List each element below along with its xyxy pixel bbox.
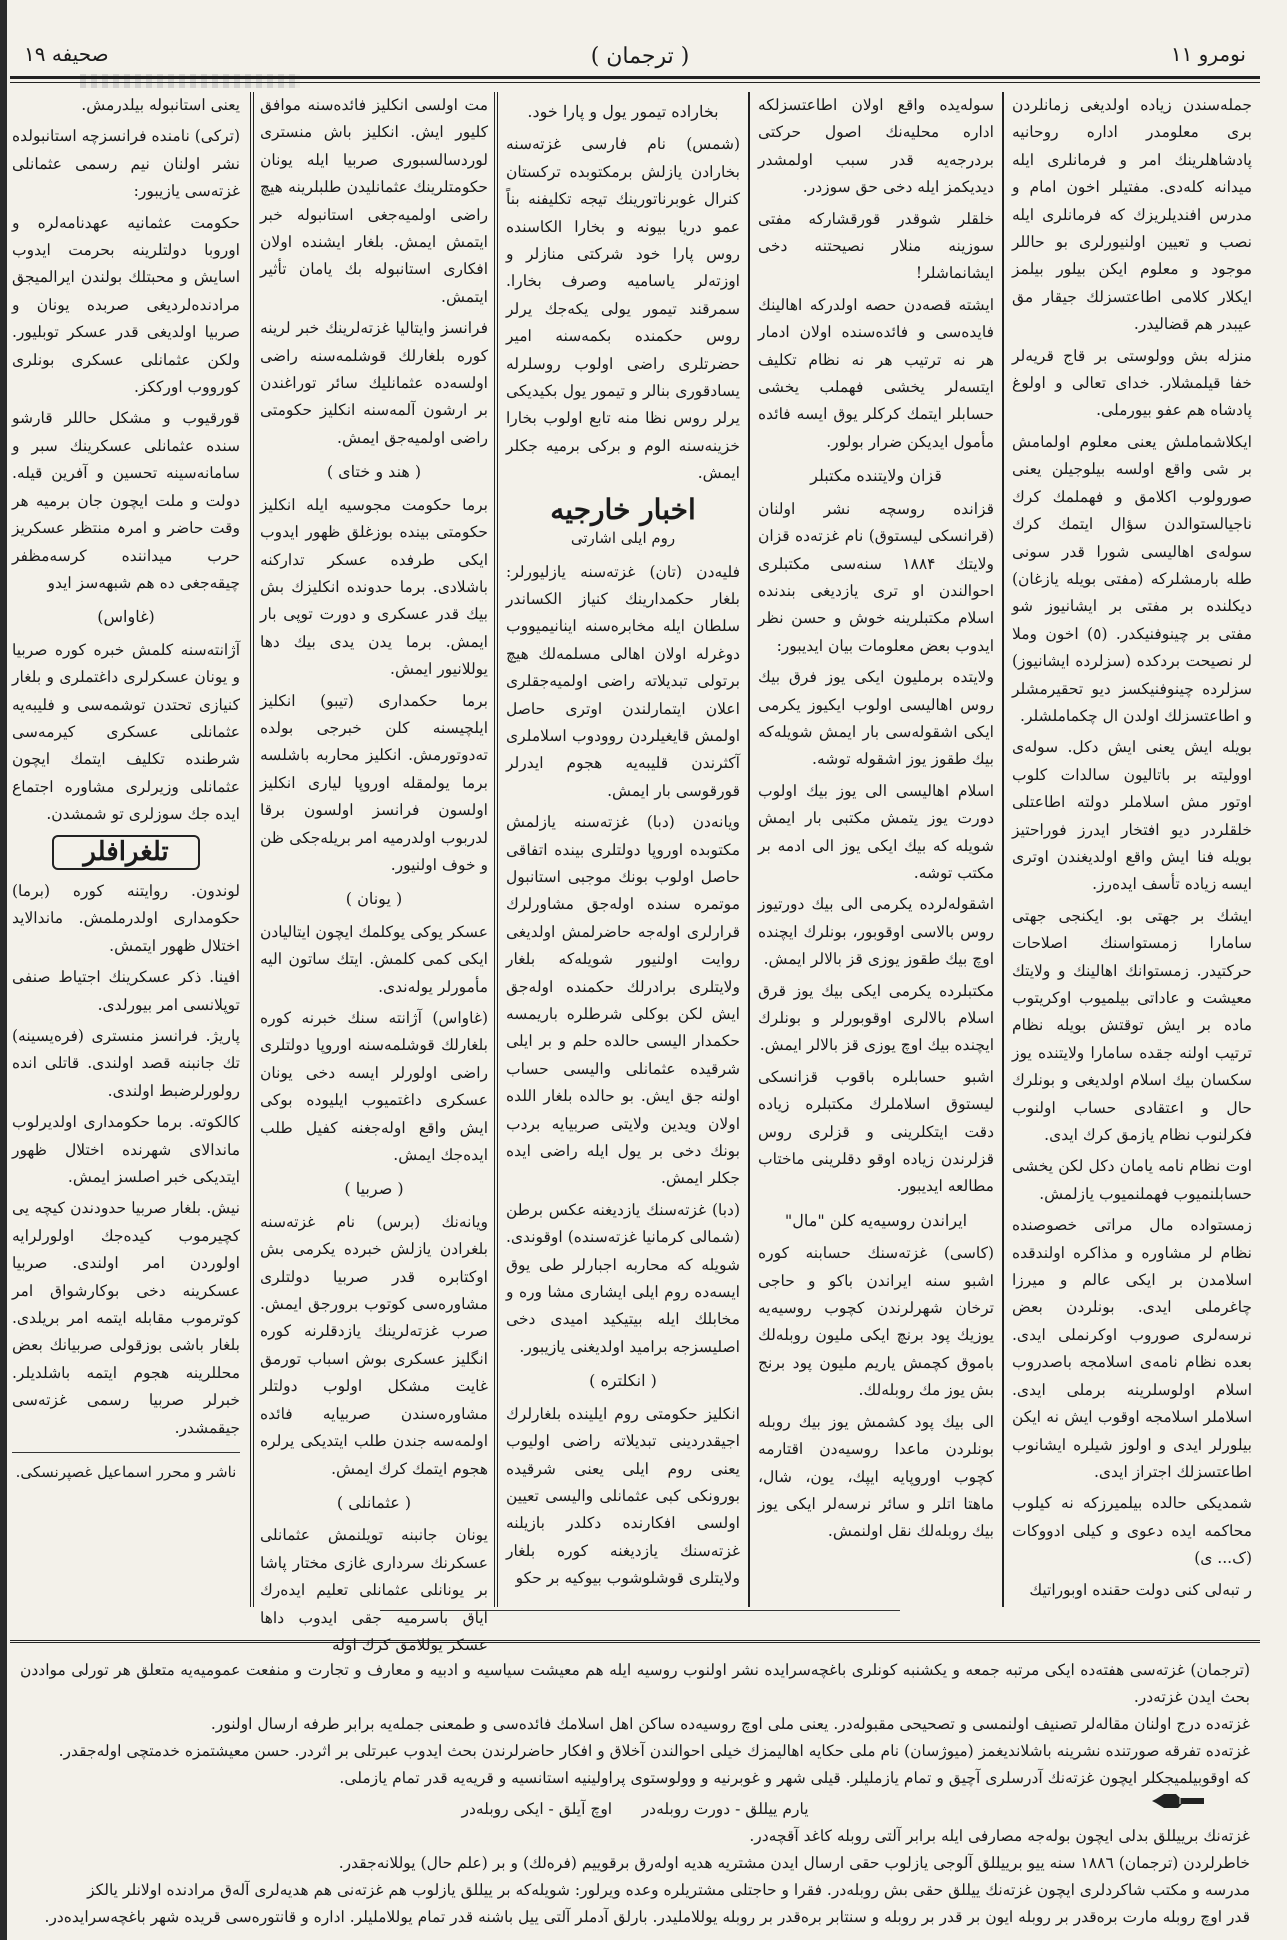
price-quarter: اوچ آیلق - ایکی روبلەدر <box>461 1800 613 1818</box>
article-columns <box>10 92 1260 1654</box>
column-paragraph: اشبو حسابلرە باقوب قزانسکی لیستوق اسلاملرك مکتبلرە زیادە دقت ایتکلرینی و قزلری روس قزلرندن زیادە اوقو دقلرینی ماختاب مطالعە ایدیبور. <box>758 1067 994 1196</box>
section-subheading: روم ایلی اشارتی <box>570 529 676 548</box>
column-paragraph: (کاسی) غزتەسنك حسابنە کورە اشبو سنە ایراندن باکو و حاجی ترخان شهرلرندن کچوب روسیەیە یوزیك پود برنچ ایکی ملیون روبلەلك باموق کچمش یاریم ملیون پود برنج بش یوز مك روبلەلك. <box>758 1244 994 1400</box>
section-heading: بخارادە تیمور یول و پارا خود. <box>527 102 719 121</box>
column-paragraph: ایشتە قصەدن حصە اولدرکە اهالینك فایدەسی و فائدەسندە اولان ادمار هر نە ترتیب هر نە نظام تکلیف ایتسەلر یخشی فهملب یخشی حسابلر ایتمك کرکلر یوق ایسە فائدە مأمول ایدیکن ضرار بولور. <box>758 295 994 451</box>
column-paragraph: منزلە بش وولوستی بر قاج قریەلر خفا قیلمشلار. خدای تعالی و اولوغ پادشاه هم عفو بیورملی. <box>1012 346 1252 420</box>
column-paragraph: پاریژ. فرانسز منستری (فرەیسینە) تك جانبنە قصد اولندی. قاتلی اندە رولورلرضبط اولندی. <box>12 1027 240 1100</box>
column-paragraph: مت اولسی انکلیز فائدەسنە موافق کلیور ایش. انکلیز باش منستری لوردسالسبوری صربیا ایلە یونان حکومتلرینك عثمانلیدن طلبلرینە هیچ راضی اولمیەجغی استانبولە خبر ایتمش ایمش. بلغار ایشندە اولان افکاری استانبولە بك یامان تأثیر ایتمش. <box>260 96 488 306</box>
publisher-signature: ناشر و محرر اسماعیل غصپرنسکی. <box>12 1452 240 1486</box>
column-paragraph: ولایتدە برملیون ایکی یوز فرق بیك روس اهالیسی اولوب ایکیوز یکرمی ایکی اشقولەسی بار ایمش شویلەکە بیك طقوز یوز اشقولە توشە. <box>758 668 994 769</box>
price-half-year: یارم ییللق - دورت روبلەدر <box>641 1800 809 1818</box>
column-paragraph: بویلە ایش یعنی ایش دکل. سولەی اوولیتە بر باتالیون سالدات کلوب اوتور مش اسلاملر دولتە اطاعتلی خلقلردر دیو افتخار ایدرز فوراحتیز بویلە فنا ایش واقع اولدیغندن اوتری ایسە زیادە تأسف ایدەرز. <box>1012 738 1252 894</box>
column-paragraph: اشقولەلردە یکرمی الی بیك دورتیوز روس بالاسی اوقوبور، بونلرك ایچندە اوچ بیك طقوز یوزی قز بالالر ایمش. <box>758 895 994 969</box>
column-paragraph: عسکر یوکی یوکلمك ایچون ایتالیادن ایکی کمی کلمش. ایتك ساتون الیە مأمورلر یولەندی. <box>260 922 488 996</box>
column-paragraph: افینا. ذکر عسکرینك اجتیاط صنفی توپلانسی امر بیورلدی. <box>12 968 240 1014</box>
section-heading: ( عثمانلی ) <box>336 1492 412 1512</box>
footer-paragraph: غزتەدە تفرقە صورتندە نشرینە باشلاندیغمز (میوژسان) نام ملی حکایە اهالیمزك خیلی احوالندن آخلاق و افکار حاضرلرندن بحث ایدوب عبرتلی بر اثردر. حسن معیشتمزە خدمتچی اولەجقدر. <box>58 1742 1250 1760</box>
footer-paragraph: (ترجمان) غزتەسی هفتەدە ایکی مرتبە جمعە و یکشنبە کونلری باغچەسرایدە نشر اولنوب روسیە ایلە هم معیشت سیاسیە و ادبیە و معارف و تجارت و منفعت عمومیەیە متعلق هر تورلی مواددن بحث ایدن غزتەدر. <box>20 1661 1250 1706</box>
column-paragraph: ویانەدن (دبا) غزتەسنە یازلمش مکتوبدە اوروپا دولتلری بیندە اتفاقی حاصل اولوب بونك موجبی استانبول موتمرە سندە اولەجق مشاورلرك قرارلری اولەجە حاضرلمش اولدیغی روایت اولنیور شویلەکە بلغار ولایتلری برادرلك حکمندە اولەجق ایش لکن بوکلی شرطلرە باریمسە حکمدار الیسی حالدە حلم و بر ایلی شرقیدە عثمانلی والیسی حساب اولنە جق ایش. بو حالدە بلغار اللدە اولان ویدین ولایتی صربیایە بردب بونك دخی بر یول ایلە راضی ایدە جکلر ایمش. <box>506 813 740 1188</box>
column-divider <box>748 92 750 1607</box>
column-paragraph: (دبا) غزتەسنك یازدیغنە عکس برطن (شمالی کرمانیا غزتەسندە) اوقوندی. شویلە کە محاربە اجبارلر طی یوق ایسەدە روم ایلی ایشاری مشا ورە و مخابلك ایلە بیتیکید امیدی دخی اصلیسزجە برامید اولدیغنی یازیبور. <box>506 1200 740 1356</box>
column-paragraph: خلقلر شوقدر قورقشارکە مفتی سوزینە منلار نصیحتنە دخی ایشانماشلر! <box>758 209 994 283</box>
column-2 <box>758 92 994 1607</box>
column-paragraph: یونان جانبنە تویلنمش عثمانلی عسکرنك سرداری غازی مختار پاشا بر یونانلی عثمانلی تعلیم ایدەرك ایاق باسرمیە جقی ایدوب داها عسکر یوللامق کرك اوله <box>260 1526 488 1654</box>
column-paragraph: جملەسندن زیادە اولدیغی زمانلردن بری معلومدر ادارە روحانیە پادشاهلرینك امر و فرمانلری ایلە میدانە کلەدی. مفتیلر اخون امام و مدرس افندیلریزك کە فرمانلری ایلە نصب و تعیین اولنیورلری بو حاللر موجود و معلوم ایکن بیلور بیلمز ایکلار کلامی اطاعتسزلك جیقار مق عیبدر هم قضالیدر. <box>1012 96 1252 334</box>
section-heading: ( هند و ختای ) <box>326 462 422 482</box>
section-heading: (غاواس) <box>97 607 155 627</box>
section-heading: ( انکلترە ) <box>589 1371 657 1391</box>
column-paragraph: یعنی استانبولە بیلدرمش. <box>81 96 240 114</box>
section-heading: ( یونان ) <box>345 889 403 909</box>
footer-paragraph: کە اوقوبیلمیجکلر ایچون غزتەنك آدرسلری آچیق و تمام یازملیلر. قیلی شهر و غوبرنیە و وولوستوی پراولینیە استانسیە و قریەیە قدر تمام یازملی. <box>339 1769 1250 1787</box>
column-paragraph: الی بیك پود کشمش یوز بیك روبلە بونلردن ماعدا روسیەدن اقتارمە کچوب اوروپایە ایپك، یون، شال، ماهتا اتلر و سائر نرسەلر ایکی یوز بیك روبلەلك نقل اولنمش. <box>758 1412 994 1541</box>
column-paragraph: (غاواس) آژانتە سنك خبرنە کورە بلغارلك قوشلمەسنە اوروپا دولتلری راضی اولورلر ایسە دخی یونان عسکری داغتمیوب ایلیودە بوکی ایش واقع اولەجغنە کفیل طلب ایدەجك ایمش. <box>260 1009 488 1165</box>
newspaper-title: ( ترجمان ) <box>590 44 690 69</box>
column-paragraph: اوت نظام نامە یامان دکل لکن یخشی حسابلنمیوب فهملنمیوب یازلمش. <box>1012 1157 1252 1203</box>
telegrams-heading: تلغرافلر <box>52 835 200 870</box>
column-paragraph: نیش. بلغار صربیا حدودندن کیچە یی کچیرموب کیدەجك اولورلرایە اولوردن امر اولندی. صربیا عسکرینە دخی بوکارشواق امر کوترموب مقابلە ایتمە امر بریلدی. بلغار باشی بوزقولی صربیانك بعض محللرینە هجوم ایتمە باشلدیلر. خبرلر صربیا رسمی غزتەسی جیقمشدر. <box>12 1199 240 1437</box>
section-heading: ایراندن روسیەیە کلن "مال" <box>784 1210 968 1230</box>
column-paragraph: برما حکومت مجوسیە ایلە انکلیز حکومتی بیندە بوزغلق ظهور ایدوب ایکی طرفدە عسکر تدارکنە باشلادی. برما حدوندە انکلیزك بش بیك قدر عسکری و دورت توپی بار ایمش. برما یدن یدی بیك دها یوللانیور ایمش. <box>260 495 488 679</box>
column-paragraph: آژانتەسنە کلمش خبرە کورە صربیا و یونان عسکرلری داغتملری و بلغار کنیازی تحتدن توشمەسی و فلیبەیە عثمانلی عسکری کیرمەسی شرطندە تکلیف ایتمك ایچون عثمانلی وزیرلری مشاورە اجتماع ایدە جك سوزلری تو شمشدن. <box>12 640 240 824</box>
section-heading: ( صربیا ) <box>344 1179 404 1199</box>
column-divider <box>494 92 498 1607</box>
column-paragraph: حکومت عثمانیە عهدنامەلرە و اوروبا دولتلرینە بحرمت ایدوب اسایش و محبتلك بولندن ایرالمیجق مرادندەلردیغی صربدە یونان و صربیا اولدیغی قدر عسکر توبلیور. ولکن عثمانلی عسکری بونلری کورووب اورککز. <box>12 213 240 397</box>
column-3 <box>506 92 740 1607</box>
column-paragraph: فلیەدن (تان) غزتەسنە یازلیورلر: بلغار حکمدارینك کنیاز الکساندر سلطان ایلە مخابرەسنە اینانیمیووب دوغرلە اولان اهالی مسلمەلك هیچ برتولی تبدیلاتە راضی اولمیەجقلری اعلان ایتمارلندن اوتری حاصل اولمش قایغیلردن روودوب اسلاملری آکثرندن قلیبەیە هجوم ایدرلر قورقوسی بار ایمش. <box>506 562 740 800</box>
column-end-rule <box>380 1610 900 1611</box>
footer-text <box>20 1657 1250 1931</box>
column-5 <box>12 92 240 1607</box>
price-line <box>20 1796 1250 1823</box>
column-paragraph: لوندون. روایتنە کورە (برما) حکومداری اولدرملمش. ماندالاید اختلال ظهور ایتمش. <box>12 881 240 955</box>
column-paragraph: (ترکی) نامندە فرانسزچە استانبولدە نشر اولنان نیم رسمی عثمانلی غزتەسی یازیبور: <box>12 127 240 201</box>
column-paragraph: مکتبلردە یکرمی ایکی بیك یوز قرق اسلام بالالری اوقوبورلر و بونلرك ایچندە بیك اوچ یوزی قز بالالر ایمش. <box>758 981 994 1055</box>
column-paragraph: شمدیکی حالدە بیلمیرزکە نە کیلوب محاکمە ایدە دعوی و کیلی ادووکات (ک... ی) <box>1012 1494 1252 1568</box>
masthead-rule <box>10 76 1260 79</box>
column-paragraph: قورقیوب و مشکل حاللر قارشو سندە عثمانلی عسکرینك سبر و سامانەسینە تحسین و آفرین قیلە. دولت و ملت ایچون جان برمیە هر وقت حاضر و امرہ منتظر عسکریز حرب میدانندە کرسەمظفر چیقەجغی ده هم شبهەسز ایدو <box>12 409 240 592</box>
column-divider <box>1002 92 1004 1607</box>
column-paragraph: ایکلاشماملش یعنی معلوم اولمامش بر شی واقع اولسە بیلوجیلن یعنی صورولوب اکلامق و فهملمك کرك ناجیالستوالدن سؤال ایتمك کرك سولەی اهالیسی شورا قدر سونی طلە بارمشلرکە (مفتی بویلە یازغان) دیکلندە بر مفتی بر ایشانیوز شو مفتی بر چینوفنیکدر. (٥) اخون وملا لر نصیحت بردکدە (سزلردە ایشانیوز) سزلردە چینوفنیکسز دیو تحقیرمشلر و اطاعتسزلك اولدن ال چکماملشلر. <box>1012 432 1253 725</box>
column-paragraph: ر تبەلی کنی دولت حقندە اوبوراتیك <box>1029 1580 1252 1599</box>
masthead <box>10 40 1260 80</box>
column-paragraph: زمستوادە مال مراتی خصوصندە نظام لر مشاورە و مذاکرە اولندقدە اسلامدن بر ایکی عالم و میرزا چاغرملی ایدی. بونلردن بعض نرسەلری صوروب اوکرنملی ایدی. بعدە نظام نامەی اسلامجە باصدروب اسلام اولوسلرینە برملی ایدی. اسلاملر اسلامجە اوقوب ایش نە ایکن بیلورلر ایدی و اولوز شیلرە ایشانوب اطاعتسزلك اجتراز ایدی. <box>1012 1216 1252 1481</box>
column-paragraph: برما حکمداری (تیبو) انکلیز ایلچیسنە کلن خبرجی بولدە تەدوتورمش. انکلیز محاربە باشلسە برما یولمقلە اوروپا لیاری انکلیز اولسون فرانسز اولسون برقا لدربوب اولدرمیە امر بریلەجکی ظن و خوف اولنیور. <box>260 691 488 874</box>
section-heading: قزان ولایتندە مکتبلر <box>810 466 942 486</box>
column-paragraph: ایشك بر جهتی بو. ایکنجی جهتی سامارا زمستواسنك اصلاحات حرکتیدر. زمستوانك اهالینك و ولایتك معیشت و عاداتی بیلمیوب اوکریتوب ماده بر ایش توقتش بویلە نظام ترتیب اولنە جقدە سامارا ولایتندە یوز سکسان بیك اسلام اولدیغی و بونلرك حال و اعتقادی حساب اولنوب فکرلنوب نظام یازمق کرك ایدی. <box>1012 906 1252 1145</box>
pointing-hand-icon <box>1150 1790 1206 1812</box>
foreign-news-banner: اخبار خارجیە <box>550 492 696 526</box>
column-divider <box>250 92 254 1607</box>
column-1 <box>1012 92 1252 1607</box>
masthead-rule-thin <box>10 82 1260 83</box>
column-paragraph: فرانسز وایتالیا غزتەلرینك خبر لرینە کورە بلغارلك قوشلمەسنە راضی اولسەدە عثمانلیك سائر توراغندن بر ارشون آلمەسنە انکلیز حکومتی راضی اولمیەجق ایمش. <box>260 319 488 447</box>
column-paragraph: (شمس) نام فارسی غزتەسنە بخارادن یازلش برمکتوبدە ترکستان کنرال غوبرناتورینك تیجە تکلیفنە بناً عمو دریا بیونە و بخارا الکاسندە روس پارا خود شرکتی منازلر و اوزتەلر یاسامیە وصرف بخارا. سمرقند تیمور یولی یکەجك یرلر روس حکمندە بکمەسنە امیر حضرتلری راضی اولوب روسلرلە یسادقوری بنالر و تیمور یول بکیدیکی یرلر روس نظا منە تابع اولوب بخارا خزینەسنە الوم و برکی برمیە جکلر ایمش. <box>506 135 740 483</box>
footer-notice: خاطرلردن (ترجمان) ۱۸۸٦ سنە ییو برییللق آلوجی یازلوب حقی ارسال ایدن مشتریە هدیە اولەرق برقوییم (فرەلك) و بر (علم حال) یوللانەجقدر. <box>338 1854 1250 1872</box>
page-number: صحیفه ۱۹ <box>24 42 109 66</box>
footer-notice: مدرسە و مکتب شاکردلری ایچون غزتەنك ییللق حقی بش روبلەدر. فقرا و حاجتلی مشتریلرە وعدە ویرلور: شویلەکە بر ییللق یازلوب هم غزتەنی هم هدیەلری آلەق مرادندە اولانلر یالکز <box>87 1881 1250 1899</box>
column-paragraph: ویانەنك (برس) نام غزتەسنە بلغرادن یازلش خبردە یکرمی بش اوکتابرە قدر صربیا دولتلری مشاورەسی کوتوب برورجق ایمش. صرب غزتەلرینك یازدقلرنە کورە انگلیز عسکری بوش اسباب تورمق غایت مشکل اولوب دولتلر مشاورەسندن صربیایە فائدە اولمەسە جندن طلب ایتدیکی یرلرە هجوم ایتمك کرك ایمش. <box>260 1212 488 1478</box>
column-paragraph: اسلام اهالیسی الی یوز بیك اولوب دورت یوز یتمش مکتبی بار ایمش شویلە کە بیك ایکی یوز الی ادمە بر مکتب توشە. <box>758 781 994 882</box>
footer-paragraph: غزتەدە درج اولنان مقالەلر تصنیف اولنمسی و تصحیحی مقبولەدر. یعنی ملی اوچ روسیەدە ساکن اهل اسلامك فائدەسی و طمعنی جملەیە برابر طرفە ارسال اولنور. <box>210 1715 1250 1733</box>
column-paragraph: قزاندە روسچە نشر اولنان (قرانسکی لیستوق) نام غزتەدە قزان ولایتك ۱۸۸۴ سنەسی مکتبلری احوالندن او تری یازدیغی بندندە اسلام مکتبلرینە خوش و حسن نظر ایدوب بعض معلومات بیان ایدیبور: <box>758 499 994 655</box>
column-paragraph: انکلیز حکومتی روم ایلیندە بلغارلرك اجیقدردینی تبدیلاتە راضی اولیوب یعنی روم ایلی یعنی شرقیدە بورونكی کبی عثمانلی والیسی تعیین اولسی افکارندە دکلدر بازیلنە غزتەسنك یازدیغنە کورە بلغار ولایتلری قوشلوشوب بیوکیە بر حکو <box>506 1404 740 1588</box>
footer-notice: قدر اوچ روبلە مارت برەقدر بر روبلە ایون بر قدر بر روبلە و سنتابر برەقدر بر روبلە یوللاملیدر. بارلق آدملر آلتی ییل باشنە قدر تمام یوللاملیلر. اداره و قانتورەسی قریدە شهر باغچەسرایدەدر. <box>44 1908 1250 1926</box>
column-paragraph: سولەیدە واقع اولان اطاعتسزلکە ادارە محلیەنك اصول حرکتی بردرجەیە قدر سبب اولمشدر دیدیکمز ایلە دخی حق سوزدر. <box>758 96 994 197</box>
issue-number: نومرو ۱۱ <box>1170 42 1246 66</box>
scan-edge <box>0 0 7 1940</box>
footer-notice: غزتەنك برییللق بدلی ایچون بولەجە مصارفی ایلە برابر آلتی روبلە کاغد آقچەدر. <box>749 1827 1250 1845</box>
subscription-footer <box>10 1640 1260 1935</box>
column-4 <box>260 92 488 1654</box>
column-paragraph: کالکوتە. برما حکومداری اولدیرلوب ماندالای شهرندە اختلال ظهور ایتدیکی خبر اصلسز ایمش. <box>12 1113 240 1187</box>
